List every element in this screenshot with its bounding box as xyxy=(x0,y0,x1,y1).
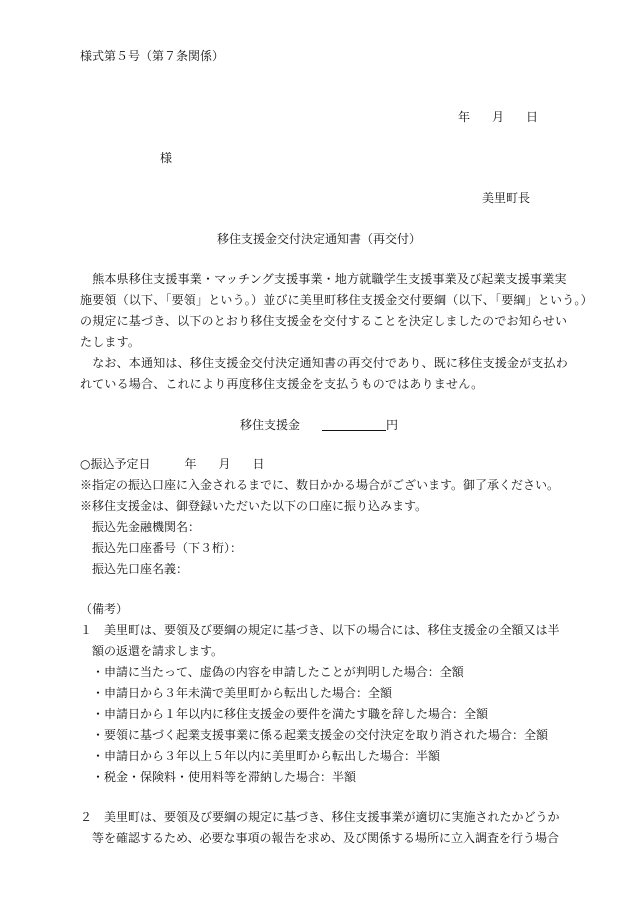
transfer-note: ※移住支援金は、御登録いただいた以下の口座に振り込みます。 xyxy=(80,499,428,513)
date-day: 日 xyxy=(526,110,539,124)
document-title: 移住支援金交付決定通知書（再交付） xyxy=(217,232,422,246)
date-line xyxy=(458,111,538,123)
account-field-number: 振込先口座番号（下３桁）： xyxy=(92,541,243,555)
amount-blank-field xyxy=(322,418,386,431)
account-field-holder: 振込先口座名義： xyxy=(92,562,189,576)
intro-line: たします。 xyxy=(80,335,141,349)
scheduled-day: 日 xyxy=(252,457,265,471)
scheduled-year: 年 xyxy=(184,457,197,471)
remark-item-1-line: 美里町は、要領及び要綱の規定に基づき、以下の場合には、移住支援金の全額又は半 xyxy=(104,623,560,637)
remark-bullet: ・要領に基づく起業支援事業に係る起業支援金の交付決定を取り消された場合：全額 xyxy=(92,728,549,742)
remarks-heading: （備考） xyxy=(80,602,129,616)
intro-line: の規定に基づき、以下のとおり移住支援金を交付することを決定しましたのでお知らせい xyxy=(80,314,568,328)
intro-line: なお、本通知は、移住支援金交付決定通知書の再交付であり、既に移住支援金が支払わ xyxy=(80,356,569,370)
intro-line: 施要領（以下、「要領」という。）並びに美里町移住支援金交付要綱（以下、「要綱」という。） xyxy=(80,293,593,307)
remark-item-2-number: ２ xyxy=(80,810,93,824)
scheduled-date-label: ○振込予定日 xyxy=(80,457,151,471)
remark-item-1-line: 額の返還を請求します。 xyxy=(92,644,224,658)
remark-bullet: ・申請に当たって、虚偽の内容を申請したことが判明した場合：全額 xyxy=(92,665,464,679)
intro-line: 熊本県移住支援事業・マッチング支援事業・地方就職学生支援事業及び起業支援事業実 xyxy=(80,272,567,286)
scheduled-date-line xyxy=(80,458,265,470)
amount-unit: 円 xyxy=(386,418,399,432)
date-month: 月 xyxy=(492,110,505,124)
remark-bullet: ・税金・保険料・使用料等を滞納した場合：半額 xyxy=(92,770,357,784)
amount-line xyxy=(240,418,398,431)
remark-item-2-line: 美里町は、要領及び要綱の規定に基づき、移住支援事業が適切に実施されたかどうか xyxy=(104,810,560,824)
transfer-note: ※指定の振込口座に入金されるまでに、数日かかる場合がございます。御了承ください。 xyxy=(80,478,560,492)
intro-line: れている場合、これにより再度移住支援金を支払うものではありません。 xyxy=(80,377,484,391)
remark-item-1-number: １ xyxy=(80,623,93,637)
addressee-suffix: 様 xyxy=(160,151,173,165)
remark-bullet: ・申請日から１年以内に移住支援金の要件を満たす職を辞した場合：全額 xyxy=(92,707,489,721)
date-year: 年 xyxy=(458,110,471,124)
remark-bullet: ・申請日から３年以上５年以内に美里町から転出した場合：半額 xyxy=(92,749,441,763)
remark-item-2-line: 等を確認するため、必要な事項の報告を求め、及び関係する場所に立入調査を行う場合 xyxy=(92,831,560,845)
amount-label: 移住支援金 xyxy=(240,418,301,432)
remark-bullet: ・申請日から３年未満で美里町から転出した場合：全額 xyxy=(92,686,393,700)
account-field-bank: 振込先金融機関名： xyxy=(92,520,201,534)
scheduled-month: 月 xyxy=(218,457,231,471)
issuer: 美里町長 xyxy=(482,191,531,205)
form-number: 様式第５号（第７条関係） xyxy=(80,49,225,63)
